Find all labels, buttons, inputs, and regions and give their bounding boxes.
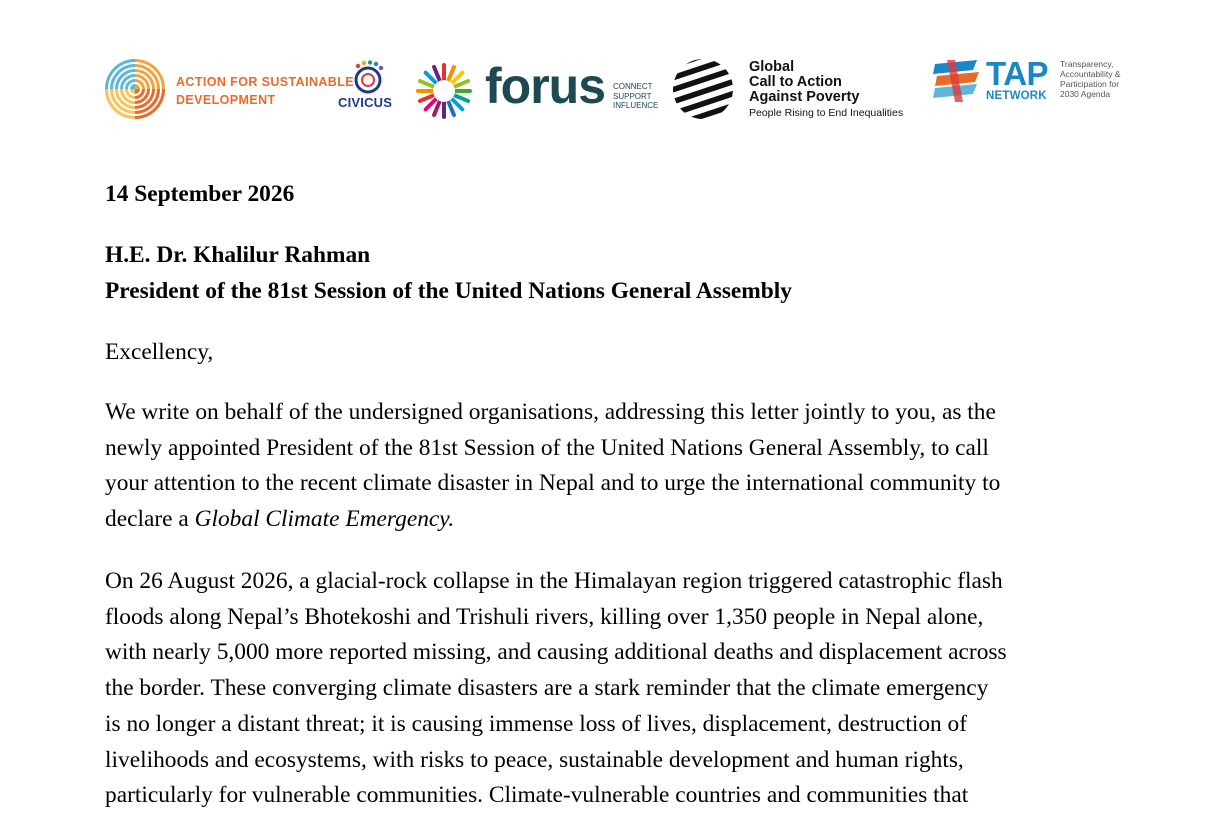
paragraph-1: [105, 395, 1000, 538]
logo-tap-network: [933, 55, 1133, 114]
tap-desc-1: Transparency,: [1060, 59, 1114, 69]
tap-desc-4: 2030 Agenda: [1060, 89, 1111, 99]
paragraph-2: [105, 564, 1007, 814]
forus-starburst-icon: [413, 62, 475, 120]
civicus-name: CIVICUS: [338, 95, 393, 110]
paragraph-2-line: floods along Nepal’s Bhotekoshi and Trishuli rivers, killing over 1,350 people in Nepal alone,: [105, 603, 984, 630]
salutation: Excellency,: [105, 339, 214, 365]
logo-forus: [413, 58, 668, 120]
paragraph-1-line: newly appointed President of the 81st Session of the United Nations General Assembly, to call: [105, 434, 989, 461]
tap-desc-3: Participation for: [1060, 79, 1120, 89]
paragraph-2-line: livelihoods and ecosystems, with risks to peace, sustainable development and human rights,: [105, 746, 964, 773]
paragraph-2-line: is no longer a distant threat; it is causing immense loss of lives, displacement, destruction of: [105, 710, 968, 737]
letter-date: 14 September 2026: [105, 181, 295, 207]
gcap-line2: Call to Action: [749, 74, 842, 90]
paragraph-1-prefix: declare a: [105, 506, 195, 533]
paragraph-2-line: with nearly 5,000 more reported missing, and causing additional deaths and displacement across: [105, 639, 1007, 666]
paragraph-1-line: We write on behalf of the undersigned organisations, addressing this letter jointly to you, as the: [105, 399, 996, 425]
addressee-name: H.E. Dr. Khalilur Rahman: [105, 242, 371, 268]
gcap-striped-circle-icon: [670, 58, 738, 120]
gcap-line1: Global: [749, 59, 795, 75]
gcap-line3: Against Poverty: [749, 89, 860, 105]
asd-name-line2: DEVELOPMENT: [176, 93, 276, 107]
tap-wordmark: TAP: [986, 55, 1049, 92]
asd-name-line1: ACTION FOR SUSTAINABLE: [176, 75, 355, 89]
logo-gcap: [670, 58, 925, 122]
paragraph-1-line: [105, 502, 1000, 538]
fingerprint-globe-icon: [104, 58, 166, 120]
paragraph-1-line: your attention to the recent climate disaster in Nepal and to urge the international community to: [105, 470, 1001, 497]
tap-stripes-icon: [933, 58, 981, 104]
tap-network-label: NETWORK: [986, 90, 1047, 102]
logo-action-for-sustainable-development: [104, 58, 355, 120]
addressee-title: President of the 81st Session of the United Nations General Assembly: [105, 278, 792, 304]
partner-logos-header: [0, 0, 1206, 140]
forus-tag-influence: INFLUENCE: [613, 101, 659, 110]
paragraph-2-line: the border. These converging climate disasters are a stark reminder that the climate emergency: [105, 675, 989, 702]
tap-desc-2: Accountability &: [1060, 69, 1121, 79]
paragraph-2-line: On 26 August 2026, a glacial-rock collapse in the Himalayan region triggered catastrophic flash: [105, 568, 1003, 594]
global-climate-emergency-emphasis: Global Climate Emergency.: [194, 506, 455, 533]
forus-tag-support: SUPPORT: [613, 91, 652, 101]
logo-civicus: [334, 60, 404, 116]
forus-wordmark: forus: [485, 58, 605, 114]
gcap-tagline: People Rising to End Inequalities: [749, 107, 904, 119]
paragraph-2-line: particularly for vulnerable communities. Climate-vulnerable countries and communities that: [105, 782, 969, 809]
forus-tag-connect: CONNECT: [613, 82, 653, 91]
civicus-people-circle-icon: [334, 60, 404, 96]
